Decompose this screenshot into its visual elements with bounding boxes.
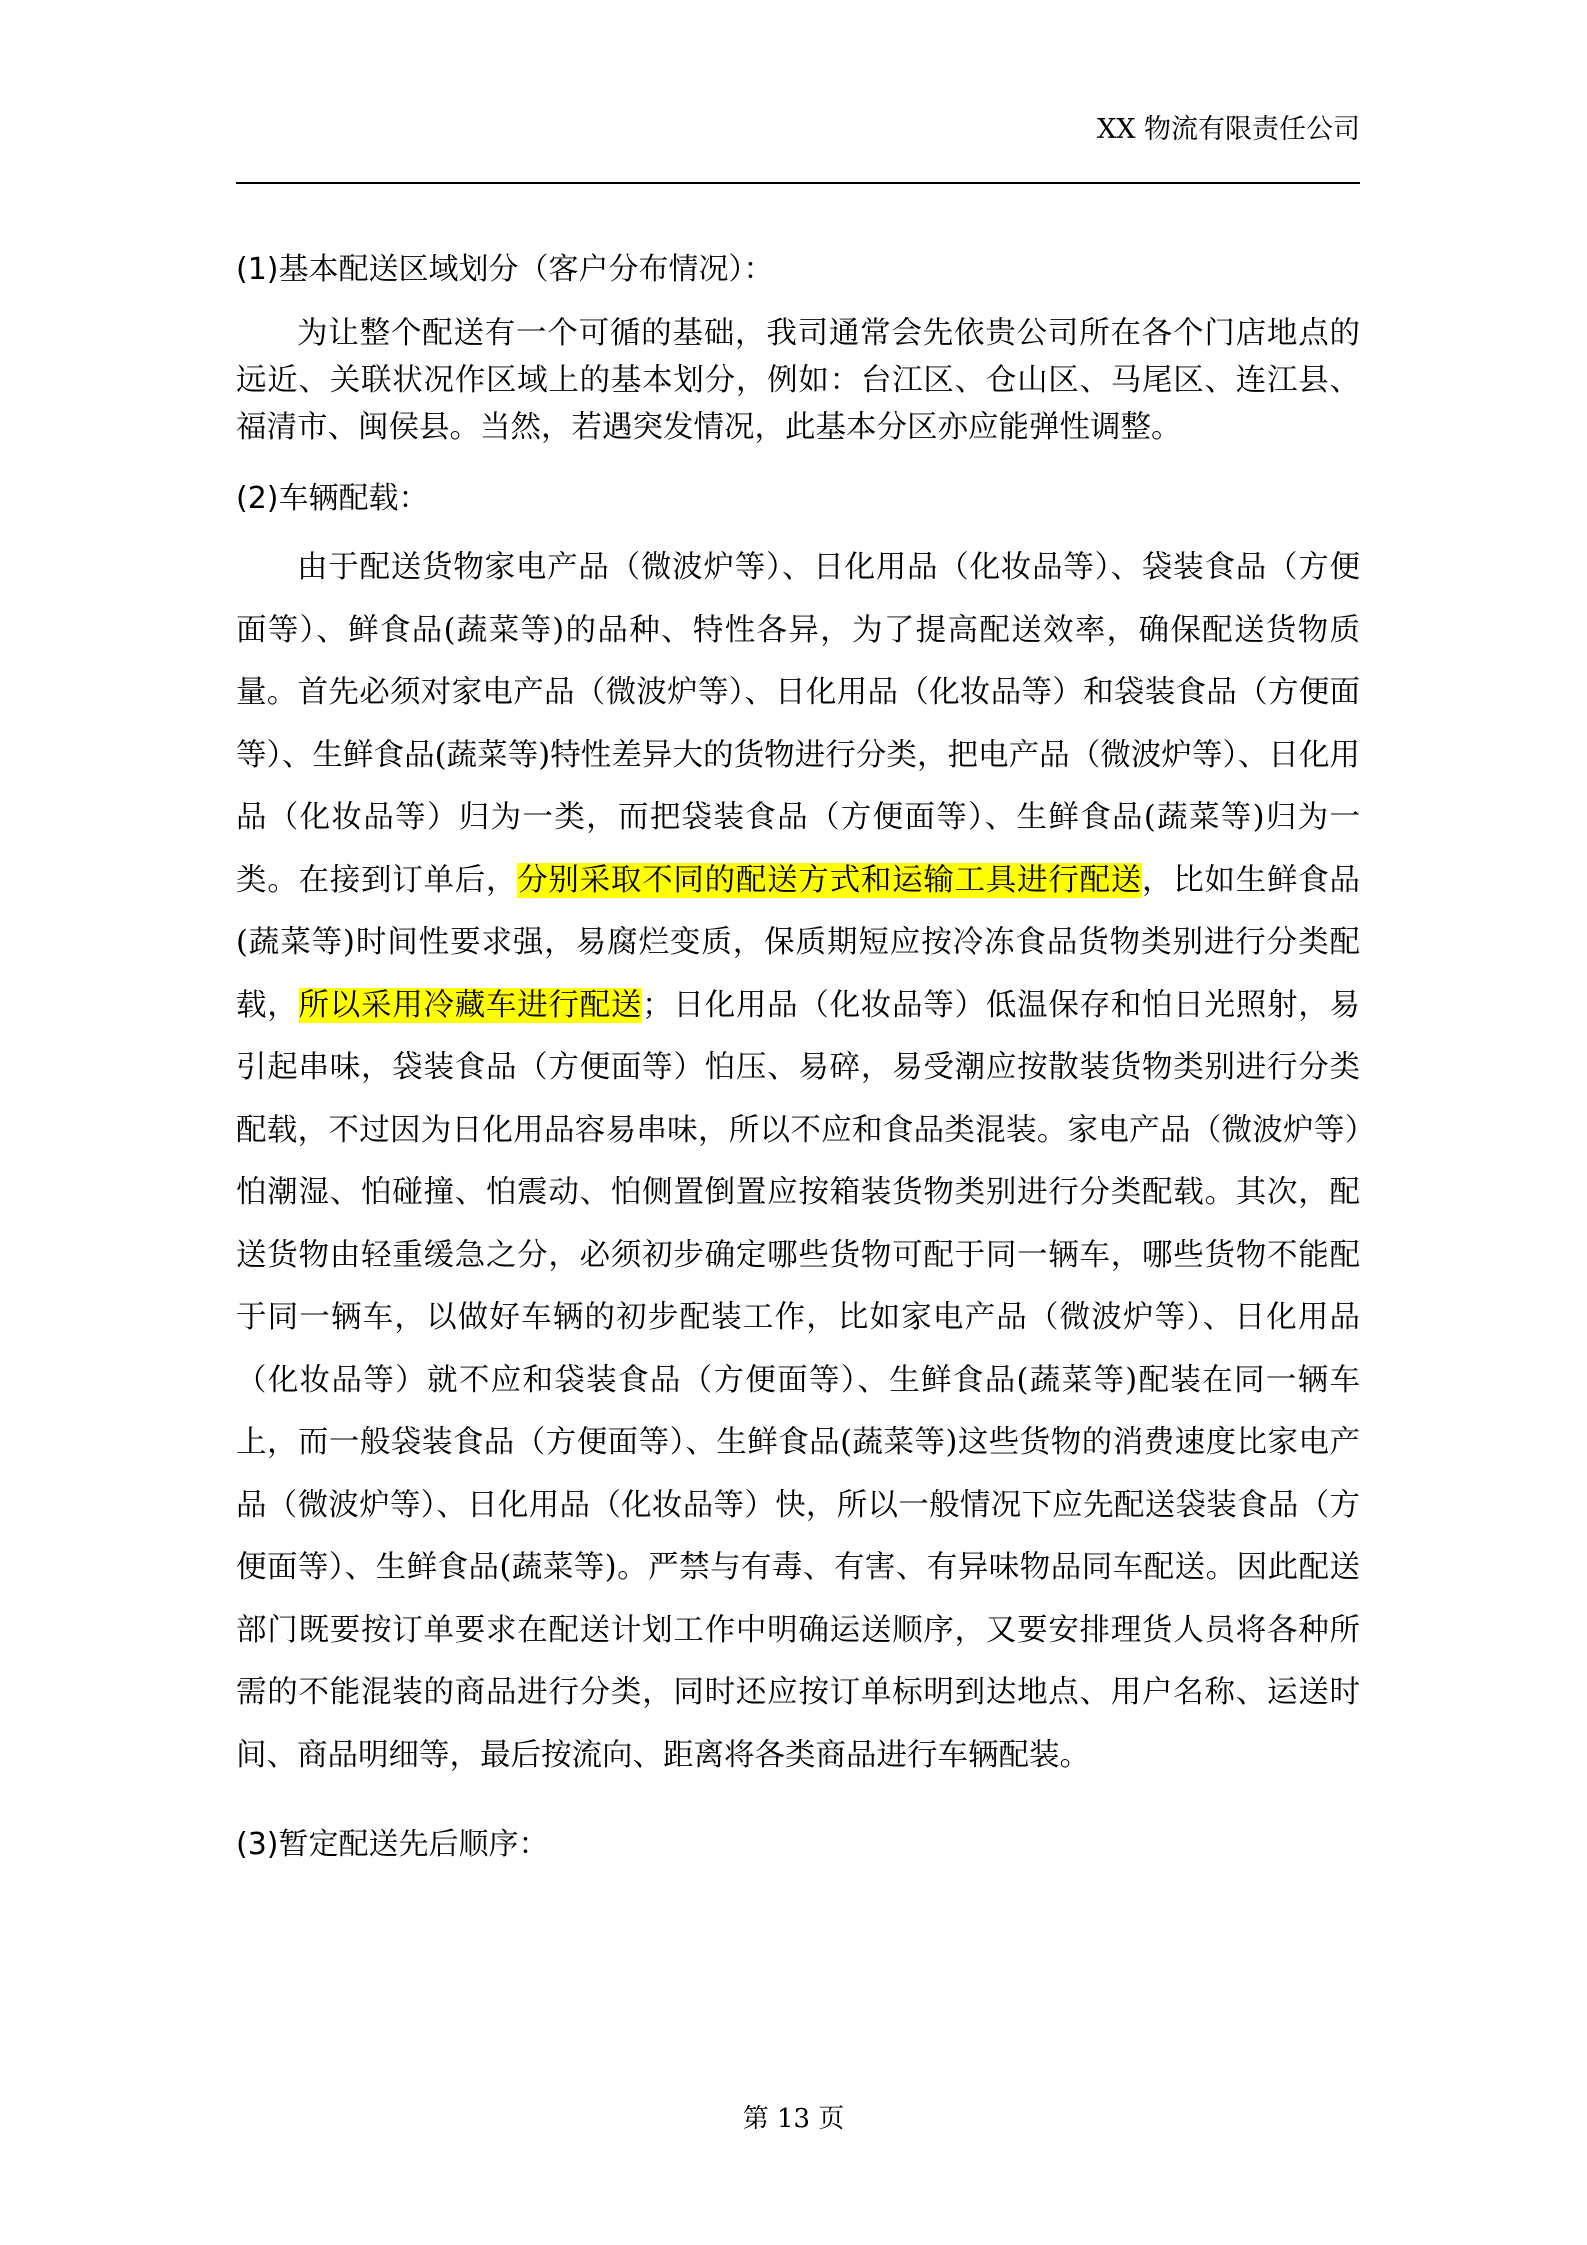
highlighted-text-2: 所以采用冷藏车进行配送 bbox=[298, 987, 643, 1023]
page-content bbox=[236, 240, 1360, 1875]
header-company-name: XX 物流有限责任公司 bbox=[1096, 114, 1360, 145]
page-number: 第 13 页 bbox=[742, 2104, 845, 2134]
section-3-heading: (3)暂定配送先后顺序： bbox=[236, 1827, 549, 1862]
section-1-paragraph: 为让整个配送有一个可循的基础，我司通常会先依贵公司所在各个门店地点的远近、关联状况作区域上的基本划分，例如：台江区、仓山区、马尾区、连江县、福清市、闽侯县。当然，若遇突发情况，此基本分区亦应能弹性调整。 bbox=[236, 316, 1360, 445]
header-rule bbox=[236, 182, 1360, 184]
section-2-heading: (2)车辆配载： bbox=[236, 481, 429, 516]
highlighted-text-1: 分别采取不同的配送方式和运输工具进行配送 bbox=[517, 862, 1143, 898]
section-2-text-part-3: ；日化用品（化妆品等）低温保存和怕日光照射，易引起串味，袋装食品（方便面等）怕压、易碎，易受潮应按散装货物类别进行分类配载，不过因为日化用品容易串味，所以不应和食品类混装。家电产品（微波炉等）怕潮湿、怕碰撞、怕震动、怕侧置倒置应按箱装货物类别进行分类配载。其次，配送货物由轻重缓急之分，必须初步确定哪些货物可配于同一辆车，哪些货物不能配于同一辆车，以做好车辆的初步配装工作，比如家电产品（微波炉等）、日化用品（化妆品等）就不应和袋装食品（方便面等）、生鲜食品(蔬菜等)配装在同一辆车上，而一般袋装食品（方便面等）、生鲜食品(蔬菜等)这些货物的消费速度比家电产品（微波炉等）、日化用品（化妆品等）快，所以一般情况下应先配送袋装食品（方便面等）、生鲜食品(蔬菜等)。严禁与有毒、有害、有异味物品同车配送。因此配送部门既要按订单要求在配送计划工作中明确运送顺序，又要安排理货人员将各种所需的不能混装的商品进行分类，同时还应按订单标明到达地点、用户名称、运送时间、商品明细等，最后按流向、距离将各类商品进行车辆配装。 bbox=[236, 987, 1361, 1773]
section-2-text-part-2: ，比如生鲜食品(蔬菜等)时间性要求强，易腐烂变质，保质期短应按冷冻食品货物类别进行分类配载， bbox=[236, 862, 1361, 1023]
section-1-heading: (1)基本配送区域划分（客户分布情况）： bbox=[236, 252, 774, 287]
section-2-paragraph bbox=[236, 537, 1360, 1787]
section-2-text-part-1: 由于配送货物家电产品（微波炉等）、日化用品（化妆品等）、袋装食品（方便面等）、鲜食品(蔬菜等)的品种、特性各异，为了提高配送效率，确保配送货物质量。首先必须对家电产品（微波炉等）、日化用品（化妆品等）和袋装食品（方便面等）、生鲜食品(蔬菜等)特性差异大的货物进行分类，把电产品（微波炉等）、日化用品（化妆品等）归为一类，而把袋装食品（方便面等）、生鲜食品(蔬菜等)归为一类。在接到订单后， bbox=[236, 550, 1360, 898]
